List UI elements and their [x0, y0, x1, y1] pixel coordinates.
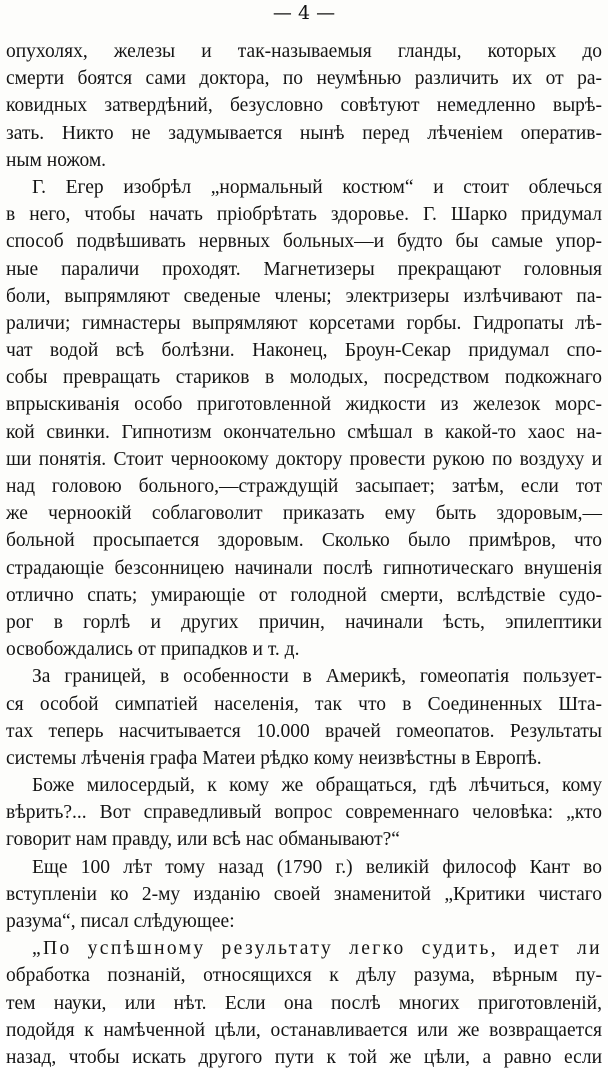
text-line: зать. Никто не задумывается нынѣ перед лѣченіем оператив-	[6, 122, 602, 144]
text-line: назад, чтобы искать другого пути к той же цѣли, а равно если	[6, 1046, 602, 1068]
text-line: рог в горлѣ и других причин, начинали ѣсть, эпилептики	[6, 611, 602, 633]
text-line: разума“, писал слѣдующее:	[6, 911, 235, 932]
text-line: страдающіе безсонницею начинали послѣ гипнотическаго внушенія	[6, 557, 602, 579]
text-line: За границей, в особенности в Америкѣ, гомеопатія пользует-	[32, 666, 602, 688]
page-number: — 4 —	[272, 2, 336, 24]
text-line: ным ножом.	[6, 149, 107, 171]
text-line: ши понятія. Стоит черноокому доктору провести рукою по воздуху и	[6, 448, 602, 470]
text-line: „По успѣшному результату легко судить, идет ли	[32, 938, 602, 960]
text-line: отлично спать; умирающіе от голодной смерти, вслѣдствіе судо-	[6, 584, 602, 606]
text-line: ся особой симпатіей населенія, так что в Соединенных Шта-	[6, 693, 602, 715]
text-line: ковидных затвердѣний, безусловно совѣтуют немедленно вырѣ-	[6, 95, 602, 117]
text-line: больной просыпается здоровым. Сколько было примѣров, что	[6, 530, 602, 552]
text-line: раличи; гимнастеры выпрямляют корсетами горбы. Гидропаты лѣ-	[6, 312, 602, 334]
text-line: обработка познаній, относящихся к дѣлу разума, вѣрным пу-	[6, 965, 602, 987]
text-line: вѣрить?... Вот справедливый вопрос современнаго человѣка: „кто	[6, 802, 602, 824]
text-line: тем науки, или нѣт. Если она послѣ многих приготовленій,	[6, 992, 602, 1014]
text-line: опухолях, железы и так-называемыя гланды, которых до	[6, 41, 602, 62]
text-line: кой свинки. Гипнотизм окончательно смѣшал в какой-то хаос на-	[6, 421, 602, 443]
text-line: системы лѣченія графа Матеи рѣдко кому неизвѣстны в Европѣ.	[6, 747, 542, 769]
text-line: собы превращать стариков в молодых, посредством подкожнаго	[6, 367, 602, 389]
text-line: ные параличи проходят. Магнетизеры прекращают головныя	[6, 258, 602, 280]
text-line: Еще 100 лѣт тому назад (1790 г.) великій философ Кант во	[32, 856, 602, 878]
text-line: Г. Егер изобрѣл „нормальный костюм“ и стоит облечься	[32, 176, 602, 198]
text-line: тах теперь насчитывается 10.000 врачей гомеопатов. Результаты	[6, 720, 602, 742]
text-line: вступленіи ко 2-му изданію своей знаменитой „Критики чистаго	[6, 883, 602, 905]
text-line: впрыскиванія особо приготовленной жидкости из железок морс-	[6, 394, 602, 416]
text-line: способ подвѣшивать нервных больных—и будто бы самые упор-	[6, 231, 602, 253]
body-text	[6, 38, 602, 1071]
text-line: над головою больного,—страждущій засыпает; затѣм, если тот	[6, 476, 602, 497]
text-line: смерти боятся сами доктора, по неумѣнью различить их от ра-	[6, 68, 602, 90]
text-line: говорит нам правду, или всѣ нас обманывают?“	[6, 829, 400, 851]
text-line: освобождались от припадков и т. д.	[6, 639, 300, 661]
text-line: Боже милосердый, к кому же обращаться, гдѣ лѣчиться, кому	[32, 775, 602, 797]
text-line: чат водой всѣ болѣзни. Наконец, Броун-Секар придумал спо-	[6, 340, 602, 362]
text-line: же черноокій соблаговолит приказать ему быть здоровым,—	[6, 503, 602, 525]
text-line: подойдя к намѣченной цѣли, останавливается или же возвращается	[6, 1019, 602, 1041]
text-line: боли, выпрямляют сведеные члены; электризеры излѣчивают па-	[6, 285, 602, 307]
text-line: в него, чтобы начать пріобрѣтать здоровье. Г. Шарко придумал	[6, 204, 602, 226]
